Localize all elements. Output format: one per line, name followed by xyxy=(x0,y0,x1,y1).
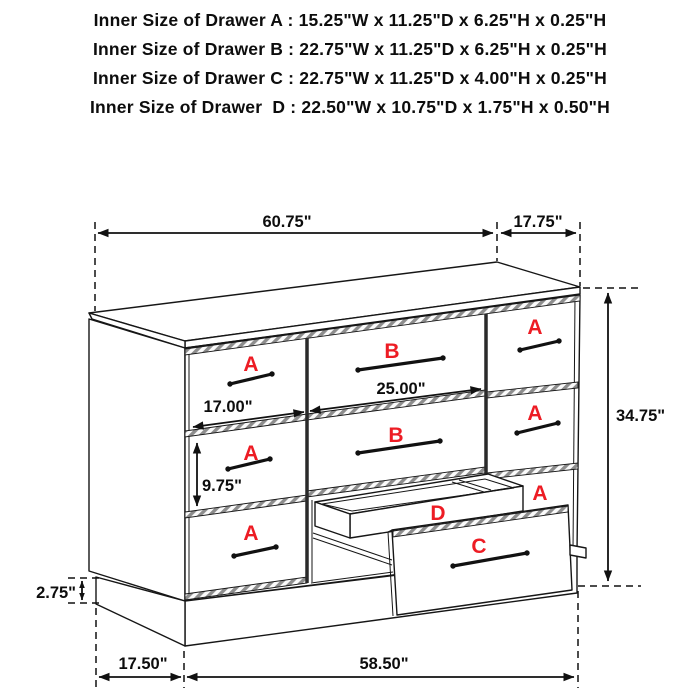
drawer-a-width-value: 17.00" xyxy=(203,398,253,416)
base-depth-value: 17.50" xyxy=(118,655,168,673)
drawer-a3-left-label: A xyxy=(243,522,259,545)
drawer-b-width-value: 25.00" xyxy=(376,380,426,398)
spec-line-drawer-d: Inner Size of Drawer D : 22.50"W x 10.75"D x 1.75"H x 0.50"H xyxy=(89,97,611,117)
drawer-a2-left-label: A xyxy=(243,442,259,465)
drawer-a-height-value: 9.75" xyxy=(202,477,242,495)
base-width-value: 58.50" xyxy=(359,655,409,673)
side-glide-bracket xyxy=(570,545,586,558)
spec-line-drawer-b: Inner Size of Drawer B : 22.75"W x 11.25"D x 6.25"H x 0.25"H xyxy=(92,39,608,59)
top-width-value: 60.75" xyxy=(262,213,312,231)
spec-line-drawer-c: Inner Size of Drawer C : 22.75"W x 11.25"D x 4.00"H x 0.25"H xyxy=(92,68,608,88)
base-height-value: 2.75" xyxy=(36,584,76,602)
spec-line-drawer-a: Inner Size of Drawer A : 15.25"W x 11.25"D x 6.25"H x 0.25"H xyxy=(93,10,607,30)
drawer-a2-right-label: A xyxy=(527,402,543,425)
drawer-a1-right-label: A xyxy=(527,316,543,339)
drawer-d-label: D xyxy=(430,502,446,525)
drawer-b2-label: B xyxy=(388,424,404,447)
cabinet-left-side-panel xyxy=(89,319,185,601)
top-depth-value: 17.75" xyxy=(513,213,563,231)
overall-height-value: 34.75" xyxy=(616,407,666,425)
drawer-c-label: C xyxy=(471,535,487,558)
height-dimension xyxy=(578,288,665,586)
drawer-a1-left-label: A xyxy=(243,353,259,376)
drawer-a3-right-label: A xyxy=(532,482,548,505)
drawer-b1-label: B xyxy=(384,340,400,363)
